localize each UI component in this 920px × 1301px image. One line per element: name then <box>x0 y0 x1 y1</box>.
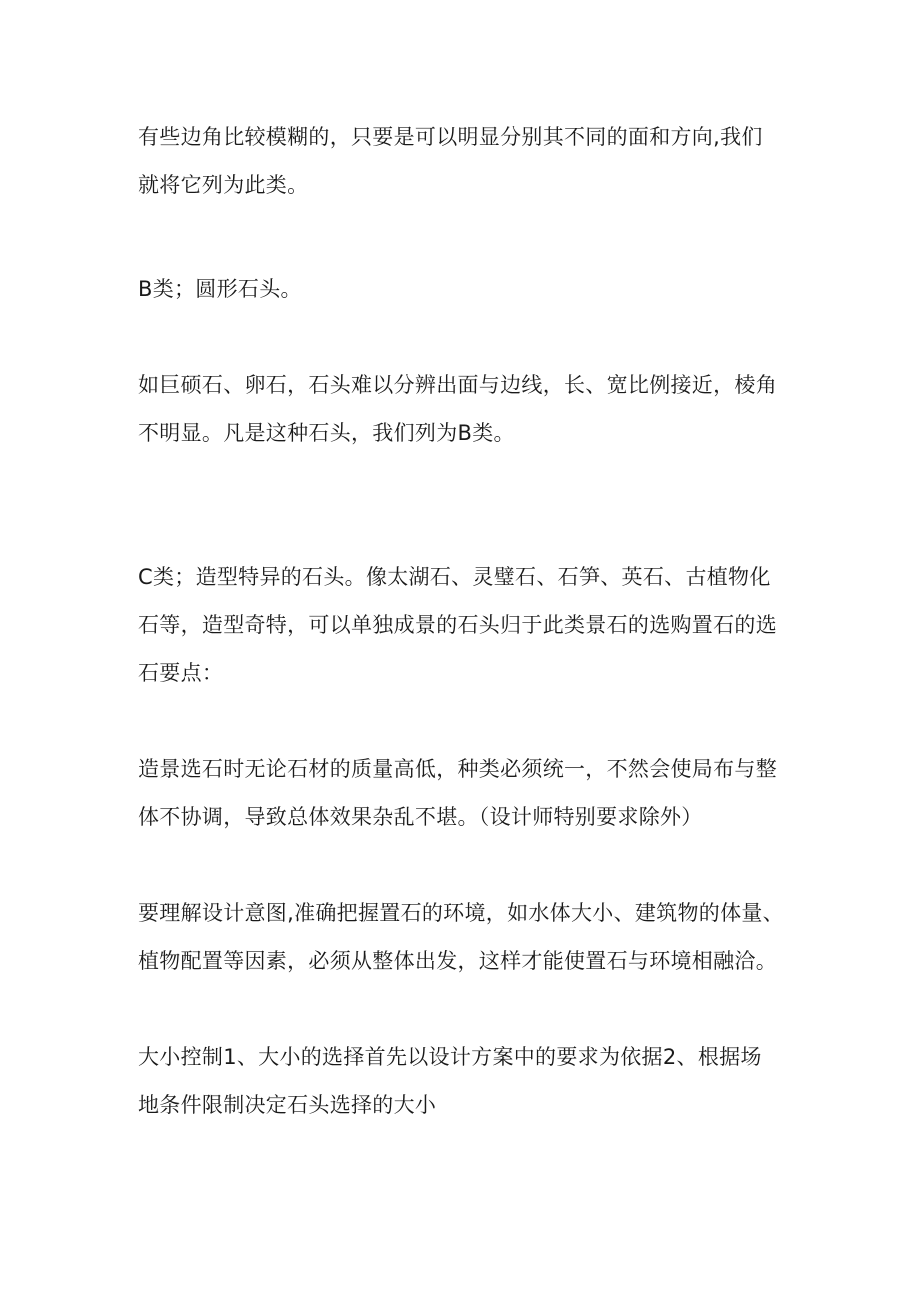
text-line: 体不协调，导致总体效果杂乱不堪。（设计师特别要求除外） <box>138 805 703 829</box>
text-line: 就将它列为此类。 <box>138 173 309 197</box>
text-line: 如巨硕石、卵石，石头难以分辨出面与边线，长、宽比例接近，棱角 <box>138 373 777 397</box>
text-line: 地条件限制决定石头选择的大小 <box>138 1093 437 1117</box>
text-line: 有些边角比较模糊的，只要是可以明显分别其不同的面和方向,我们 <box>138 125 763 149</box>
paragraph-category-b-heading <box>138 265 798 313</box>
text-line: 不明显。凡是这种石头，我们列为B类。 <box>138 421 515 445</box>
text-line: 要理解设计意图,准确把握置石的环境，如水体大小、建筑物的体量、 <box>138 901 784 925</box>
paragraph-size-control <box>138 1033 798 1129</box>
paragraph-category-b-description <box>138 361 798 457</box>
text-line: 植物配置等因素，必须从整体出发，这样才能使置石与环境相融洽。 <box>138 949 777 973</box>
text-line: 大小控制1、大小的选择首先以设计方案中的要求为依据2、根据场 <box>138 1045 762 1069</box>
paragraph-selection-unity <box>138 745 798 841</box>
text-line: 造景选石时无论石材的质量高低，种类必须统一，不然会使局布与整 <box>138 757 777 781</box>
text-line: C类；造型特异的石头。像太湖石、灵璧石、石笋、英石、古植物化 <box>138 565 771 589</box>
paragraph-category-c <box>138 553 798 697</box>
paragraph-angular-stone-note <box>138 113 798 209</box>
text-line: B类；圆形石头。 <box>138 277 302 301</box>
paragraph-design-intent <box>138 889 798 985</box>
text-line: 石要点： <box>138 661 224 685</box>
text-line: 石等，造型奇特，可以单独成景的石头归于此类景石的选购置石的选 <box>138 613 777 637</box>
